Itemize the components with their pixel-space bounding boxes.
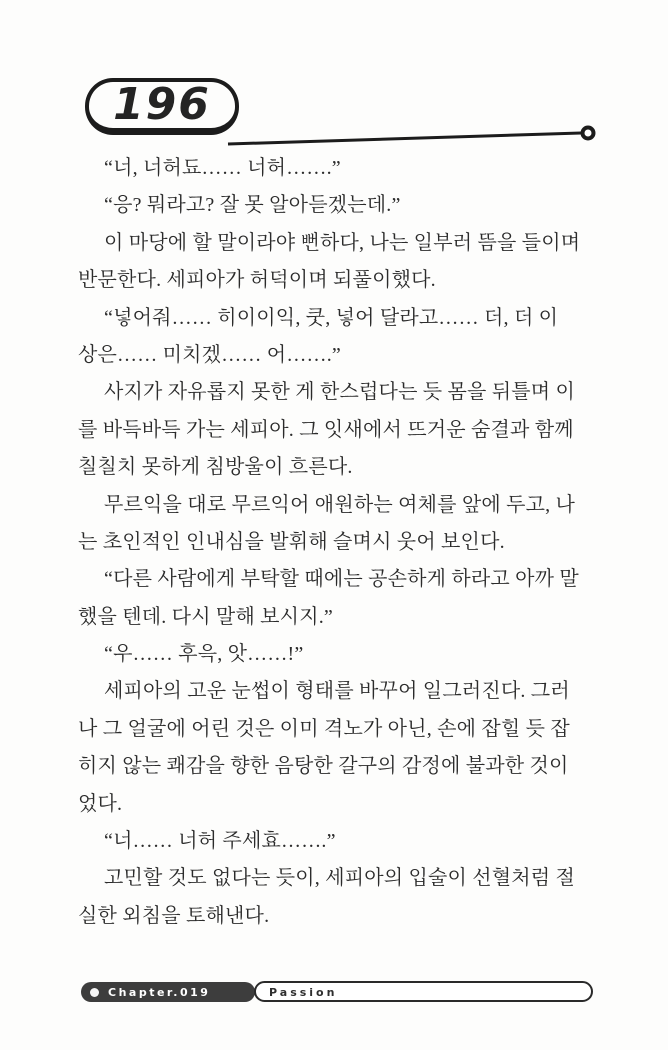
text-line: 칠칠치 못하게 침방울이 흐른다. [78,456,353,479]
text-line: “너…… 너허 주세효…….” [104,830,336,853]
chapter-label: Chapter.019 [108,986,211,999]
text-block [78,150,602,935]
text-line: 를 바득바득 가는 세피아. 그 잇새에서 뜨거운 숨결과 함께 [78,418,574,441]
page-number: 196 [113,78,211,130]
text-line: “응? 뭐라고? 잘 못 알아듣겠는데.” [104,194,401,217]
chapter-pill [81,982,255,1002]
text-line: 무르익을 대로 무르익어 애원하는 여체를 앞에 두고, 나 [104,493,576,516]
text-line: 고민할 것도 없다는 듯이, 세피아의 입술이 선혈처럼 절 [104,867,576,890]
text-line: 는 초인적인 인내심을 발휘해 슬며시 웃어 보인다. [78,530,505,553]
text-line: 실한 외침을 토해낸다. [78,904,270,927]
text-line: 었다. [78,792,123,815]
text-line: 히지 않는 쾌감을 향한 음탕한 갈구의 감정에 불과한 것이 [78,755,569,778]
text-line: “우…… 후윽, 앗……!” [104,643,304,666]
text-line: 상은…… 미치겠…… 어…….” [78,343,341,366]
text-line: 했을 텐데. 다시 말해 보시지.” [78,605,333,628]
page-number-badge [85,78,239,135]
text-line: 이 마당에 할 말이라야 뻔하다, 나는 일부러 뜸을 들이며 [104,231,581,254]
text-line: “너, 너허됴…… 너허…….” [104,157,341,179]
ring-end-icon [583,128,594,139]
text-line: 나 그 얼굴에 어린 것은 이미 격노가 아닌, 손에 잡힐 듯 잡 [78,717,570,740]
dot-icon [90,988,99,997]
section-title-label: Passion [269,985,338,999]
text-line: “넣어줘…… 히이이익, 쿳, 넣어 달라고…… 더, 더 이 [104,306,559,329]
text-line: 반문한다. 세피아가 허덕이며 되풀이했다. [78,269,436,292]
text-line: “다른 사람에게 부탁할 때에는 공손하게 하라고 아까 말 [104,568,579,591]
section-title-pill [254,981,593,1002]
text-line: 사지가 자유롭지 못한 게 한스럽다는 듯 몸을 뒤틀며 이 [104,381,576,404]
leader-line [228,133,581,144]
text-line: 세피아의 고운 눈썹이 형태를 바꾸어 일그러진다. 그러 [104,680,570,703]
